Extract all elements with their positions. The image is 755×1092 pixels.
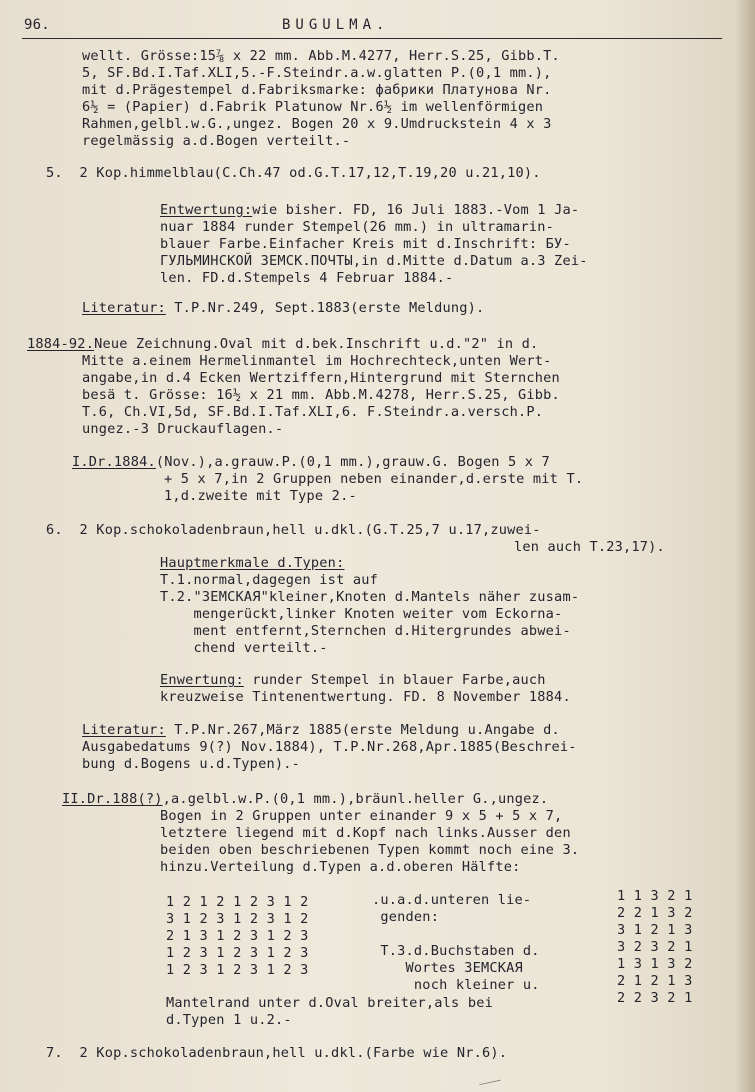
druck-2-line: Bogen in 2 Gruppen unter einander 9 x 5 + 5 x 7,: [160, 808, 563, 824]
entwertung-1-line: len. FD.d.Stempels 4 Februar 1884.-: [160, 270, 454, 286]
para1-line: wellt. Grösse:15⅞ x 22 mm. Abb.M.4277, Herr.S.25, Gibb.T.: [82, 48, 560, 64]
entwertung-1-label: Entwertung:: [160, 202, 253, 218]
entwertung-1-line: nuar 1884 runder Stempel(26 mm.) in ultramarin-: [160, 219, 555, 235]
item-7: 7. 2 Kop.schokoladenbraun,hell u.dkl.(Farbe wie Nr.6).: [46, 1045, 508, 1061]
hauptmerkmale-line: mengerückt,linker Knoten weiter vom Eckorna-: [160, 606, 563, 622]
hauptmerkmale-line: T.1.normal,dagegen ist auf: [160, 572, 378, 588]
issue-1884-line: besä t. Grösse: 16½ x 21 mm. Abb.M.4278, Herr.S.25, Gibb.: [82, 387, 560, 403]
type-grid-note: T.3.d.Buchstaben d.: [372, 943, 540, 959]
type-grid-upper-row: 1 2 3 1 2 3 1 2 3: [166, 962, 309, 978]
literatur-2-line: Ausgabedatums 9(?) Nov.1884), T.P.Nr.268,Apr.1885(Beschrei-: [82, 739, 577, 755]
type-grid-note: noch kleiner u.: [372, 977, 540, 993]
page-number: 96.: [24, 17, 50, 33]
type-grid-lower-row: 3 2 3 2 1: [617, 939, 693, 955]
literatur-2-first: [82, 723, 560, 739]
druck-1-label: I.Dr.1884.: [72, 454, 156, 470]
para1-line: Rahmen,gelbl.w.G.,ungez. Bogen 20 x 9.Umdruckstein 4 x 3: [82, 116, 552, 132]
hauptmerkmale-line: T.2."ЗЕМСКАЯ"kleiner,Knoten d.Mantels näher zusam-: [160, 589, 580, 605]
entwertung-2-line: kreuzweise Tintenentwertung. FD. 8 November 1884.: [160, 689, 571, 705]
entwertung-1-line: ГУЛЬМИНСКОЙ ЗЕМСК.ПОЧТЫ,in d.Mitte d.Datum a.3 Zei-: [160, 253, 588, 269]
item-6-line1: 6. 2 Kop.schokoladenbraun,hell u.dkl.(G.T.25,7 u.17,zuwei-: [46, 522, 541, 538]
page-title: BUGULMA.: [282, 17, 390, 33]
literatur-2-label: Literatur:: [82, 722, 166, 738]
page-edge-shadow: [735, 0, 755, 1092]
type-grid-upper-row: 1 2 1 2 1 2 3 1 2: [166, 894, 309, 910]
issue-1884-line: angabe,in d.4 Ecken Wertziffern,Hintergrund mit Sternchen: [82, 370, 560, 386]
druck-2-line: beiden oben beschriebenen Typen kommt noch eine 3.: [160, 842, 580, 858]
druck-1-text: (Nov.),a.grauw.P.(0,1 mm.),grauw.G. Bogen 5 x 7: [155, 454, 550, 470]
issue-1884-line: T.6, Ch.VI,5d, SF.Bd.I.Taf.XLI,6. F.Steindr.a.versch.P.: [82, 404, 544, 420]
para1-line: 5, SF.Bd.I.Taf.XLI,5.-F.Steindr.a.w.glatten P.(0,1 mm.),: [82, 65, 552, 81]
hauptmerkmale-line: ment entfernt,Sternchen d.Hitergrundes abwei-: [160, 623, 571, 639]
type-grid-lower-row: 3 1 2 1 3: [617, 922, 693, 938]
para1-line: regelmässig a.d.Bogen verteilt.-: [82, 133, 351, 149]
literatur-1-label: Literatur:: [82, 300, 166, 316]
type-grid-lower-row: 2 1 2 1 3: [617, 973, 693, 989]
type-grid-note: Wortes ЗЕМСКАЯ: [372, 960, 523, 976]
mantelrand-line: d.Typen 1 u.2.-: [166, 1012, 292, 1028]
type-grid-upper-row: 2 1 3 1 2 3 1 2 3: [166, 928, 309, 944]
issue-1884-text: Neue Zeichnung.Oval mit d.bek.Inschrift u.d."2" in d.: [94, 336, 539, 352]
para1-line: mit d.Prägestempel d.Fabriksmarke: фабрики Платунова Nr.: [82, 82, 552, 98]
druck-2-line: letztere liegend mit d.Kopf nach links.Ausser den: [160, 825, 571, 841]
druck-1-line: 1,d.zweite mit Type 2.-: [164, 488, 357, 504]
druck-2-label: II.Dr.188(?): [62, 791, 163, 807]
mantelrand-line: Mantelrand unter d.Oval breiter,als bei: [166, 995, 493, 1011]
item-5: 5. 2 Kop.himmelblau(C.Ch.47 od.G.T.17,12,T.19,20 u.21,10).: [46, 165, 541, 181]
entwertung-2-label: Enwertung:: [160, 672, 244, 688]
issue-1884-line: Mitte a.einem Hermelinmantel im Hochrechteck,unten Wert-: [82, 353, 552, 369]
type-grid-lower-row: 2 2 3 2 1: [617, 990, 693, 1006]
literatur-2-line: bung d.Bogens u.d.Typen).-: [82, 756, 300, 772]
entwertung-1-first: [160, 203, 579, 219]
type-grid-upper-row: 1 2 3 1 2 3 1 2 3: [166, 945, 309, 961]
druck-1-first: [72, 455, 550, 471]
literatur-1-text: T.P.Nr.249, Sept.1883(erste Meldung).: [165, 300, 485, 316]
para1-line: 6½ = (Papier) d.Fabrik Platunow Nr.6½ im wellenförmigen: [82, 99, 544, 115]
type-grid-note: .u.a.d.unteren lie-: [372, 892, 532, 908]
entwertung-2-text: runder Stempel in blauer Farbe,auch: [243, 672, 546, 688]
header-rule: [22, 38, 722, 39]
literatur-1: [82, 301, 484, 317]
issue-1884-first: [27, 337, 538, 353]
type-grid-lower-row: 1 1 3 2 1: [617, 888, 693, 904]
issue-1884-label: 1884-92.: [27, 336, 95, 352]
item-6-line2: len auch T.23,17).: [514, 539, 665, 555]
druck-2-text: ,a.gelbl.w.P.(0,1 mm.),bräunl.heller G.,ungez.: [162, 791, 549, 807]
druck-1-line: + 5 x 7,in 2 Gruppen neben einander,d.erste mit T.: [164, 471, 584, 487]
entwertung-1-text: wie bisher. FD, 16 Juli 1883.-Vom 1 Ja-: [252, 202, 580, 218]
druck-2-line: hinzu.Verteilung d.Typen a.d.oberen Hälfte:: [160, 859, 521, 875]
type-grid-lower-row: 1 3 1 3 2: [617, 956, 693, 972]
hauptmerkmale-label: Hauptmerkmale d.Typen:: [160, 555, 345, 571]
druck-2-first: [62, 792, 548, 808]
type-grid-upper-row: 3 1 2 3 1 2 3 1 2: [166, 911, 309, 927]
type-grid-lower-row: 2 2 1 3 2: [617, 905, 693, 921]
pencil-mark: [477, 1070, 501, 1085]
type-grid-note: genden:: [372, 909, 440, 925]
entwertung-1-line: blauer Farbe.Einfacher Kreis mit d.Inschrift: БУ-: [160, 236, 571, 252]
literatur-2-text: T.P.Nr.267,März 1885(erste Meldung u.Angabe d.: [165, 722, 560, 738]
entwertung-2-first: [160, 673, 546, 689]
issue-1884-line: ungez.-3 Druckauflagen.-: [82, 421, 284, 437]
hauptmerkmale-line: chend verteilt.-: [160, 640, 328, 656]
